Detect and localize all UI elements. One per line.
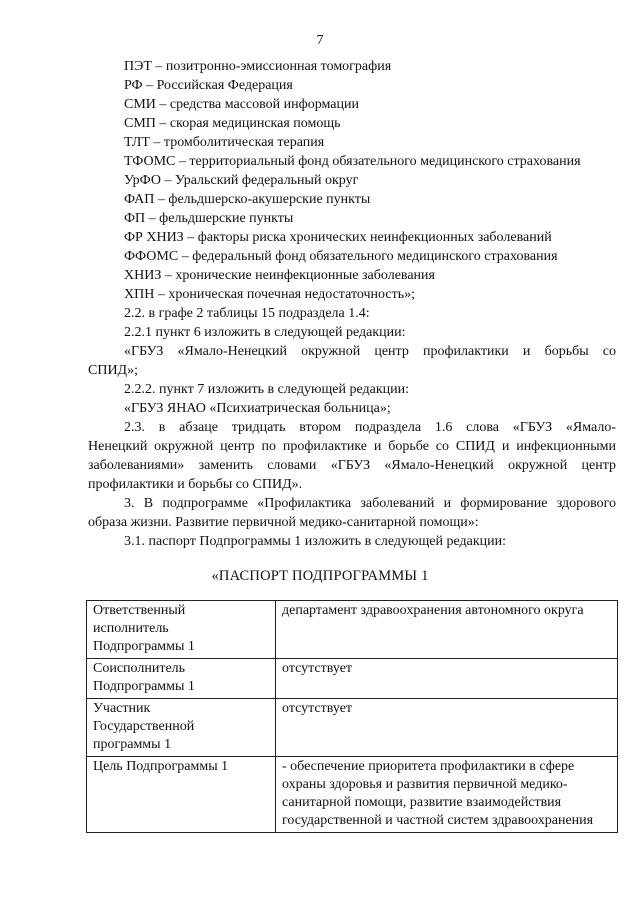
row-value [276, 659, 618, 699]
value-line: санитарной помощи, развитие взаимодействия [282, 795, 562, 810]
passport-table [86, 600, 618, 833]
row-value [276, 757, 618, 833]
paragraph-2-3-line: профилактики и борьбы со СПИД». [88, 477, 303, 492]
abbreviation-line: ХНИЗ – хронические неинфекционные заболевания [124, 268, 435, 283]
value-line: государственной и частной систем здравоохранения [282, 813, 594, 828]
label-line: исполнитель [93, 621, 169, 636]
page-number: 7 [316, 33, 324, 48]
label-line: Цель Подпрограммы 1 [93, 759, 229, 774]
row-label [87, 757, 276, 833]
quote-line: «ГБУЗ «Ямало-Ненецкий окружной центр профилактики и борьбы со [124, 344, 616, 359]
label-line: программы 1 [93, 737, 172, 752]
abbreviation-line: РФ – Российская Федерация [124, 78, 293, 93]
quote-line: «ГБУЗ ЯНАО «Психиатрическая больница»; [124, 401, 391, 416]
label-line: Ответственный [93, 603, 186, 618]
paragraph-2-2: 2.2. в графе 2 таблицы 15 подраздела 1.4: [124, 306, 370, 321]
value-line: охраны здоровья и развития первичной медико- [282, 777, 568, 792]
paragraph-2-3-line: 2.3. в абзаце тридцать втором подраздела 1.6 слова «ГБУЗ «Ямало- [124, 420, 616, 435]
value-line: отсутствует [282, 661, 353, 676]
table-row [87, 699, 618, 757]
row-label [87, 659, 276, 699]
paragraph-2-2-1: 2.2.1 пункт 6 изложить в следующей редакции: [124, 325, 406, 340]
label-line: Подпрограммы 1 [93, 639, 195, 654]
label-line: Соисполнитель [93, 661, 186, 676]
table-row [87, 601, 618, 659]
paragraph-3-1: 3.1. паспорт Подпрограммы 1 изложить в следующей редакции: [124, 534, 507, 549]
label-line: Государственной [93, 719, 195, 734]
abbreviation-line: УрФО – Уральский федеральный округ [124, 173, 359, 188]
abbreviation-line: СМП – скорая медицинская помощь [124, 116, 341, 131]
abbreviation-line: ПЭТ – позитронно-эмиссионная томография [124, 59, 392, 74]
abbreviation-line: ТФОМС – территориальный фонд обязательного медицинского страхования [124, 154, 581, 169]
paragraph-3-line: образа жизни. Развитие первичной медико-санитарной помощи»: [88, 515, 479, 530]
value-line: отсутствует [282, 701, 353, 716]
abbreviation-line: ФФОМС – федеральный фонд обязательного медицинского страхования [124, 249, 558, 264]
value-line: - обеспечение приоритета профилактики в сфере [282, 759, 575, 774]
quote-line: СПИД»; [88, 363, 138, 378]
abbreviation-line: ФР ХНИЗ – факторы риска хронических неинфекционных заболеваний [124, 230, 552, 245]
value-line: департамент здравоохранения автономного округа [282, 603, 584, 618]
label-line: Участник [93, 701, 151, 716]
passport-title: «ПАСПОРТ ПОДПРОГРАММЫ 1 [211, 568, 429, 584]
row-value [276, 601, 618, 659]
paragraph-2-3-line: Ненецкий окружной центр по профилактике и борьбе со СПИД и инфекционными [88, 439, 616, 454]
table-row [87, 659, 618, 699]
table-row [87, 757, 618, 833]
paragraph-3-line: 3. В подпрограмме «Профилактика заболеваний и формирование здорового [124, 496, 616, 511]
row-label [87, 699, 276, 757]
abbreviation-line: ХПН – хроническая почечная недостаточность»; [124, 287, 416, 302]
row-value [276, 699, 618, 757]
abbreviation-line: СМИ – средства массовой информации [124, 97, 359, 112]
abbreviation-line: ТЛТ – тромболитическая терапия [124, 135, 325, 150]
paragraph-2-2-2: 2.2.2. пункт 7 изложить в следующей редакции: [124, 382, 409, 397]
row-label [87, 601, 276, 659]
label-line: Подпрограммы 1 [93, 679, 195, 694]
abbreviation-line: ФП – фельдшерские пункты [124, 211, 294, 226]
paragraph-2-3-line: заболеваниями» заменить словами «ГБУЗ «Ямало-Ненецкий окружной центр [88, 458, 616, 473]
abbreviation-line: ФАП – фельдшерско-акушерские пункты [124, 192, 371, 207]
